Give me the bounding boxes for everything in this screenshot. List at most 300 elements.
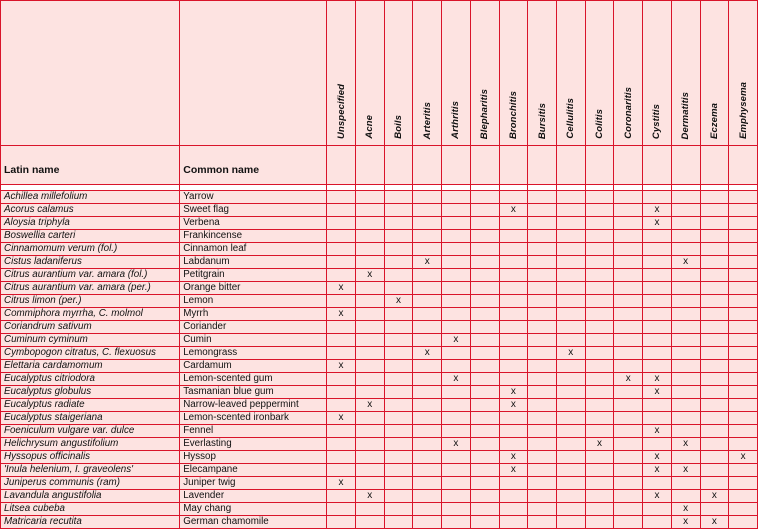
condition-label-cell (528, 146, 557, 185)
condition-mark-cell (671, 425, 700, 438)
table-row (1, 321, 758, 334)
condition-mark-cell (327, 243, 356, 256)
common-name-cell: Frankincense (180, 230, 327, 243)
condition-mark-cell (470, 295, 499, 308)
condition-mark-cell: x (643, 373, 672, 386)
condition-mark-cell (413, 425, 442, 438)
condition-mark-cell (528, 295, 557, 308)
condition-mark-cell (384, 490, 413, 503)
condition-mark-cell (643, 516, 672, 529)
condition-mark-cell (556, 386, 585, 399)
condition-label-cell (384, 146, 413, 185)
condition-mark-cell (499, 347, 528, 360)
latin-name-cell: Foeniculum vulgare var. dulce (1, 425, 180, 438)
condition-mark-cell (355, 464, 384, 477)
condition-mark-cell (442, 256, 471, 269)
condition-mark-cell (442, 282, 471, 295)
condition-mark-cell (729, 425, 758, 438)
condition-mark-cell (729, 282, 758, 295)
condition-mark-cell (384, 373, 413, 386)
condition-mark-cell (413, 386, 442, 399)
condition-mark-cell (585, 386, 614, 399)
latin-name-cell: Acorus calamus (1, 204, 180, 217)
condition-label-cell (643, 146, 672, 185)
condition-mark-cell (413, 360, 442, 373)
condition-mark-cell (528, 243, 557, 256)
condition-mark-cell: x (729, 451, 758, 464)
condition-mark-cell (700, 295, 729, 308)
condition-mark-cell (327, 464, 356, 477)
condition-header (614, 1, 643, 146)
common-name-cell: Tasmanian blue gum (180, 386, 327, 399)
condition-mark-cell (499, 282, 528, 295)
condition-mark-cell (470, 191, 499, 204)
latin-name-cell: Cinnamomum verum (fol.) (1, 243, 180, 256)
condition-mark-cell: x (643, 386, 672, 399)
condition-mark-cell (470, 347, 499, 360)
common-name-cell: May chang (180, 503, 327, 516)
table-row (1, 516, 758, 529)
condition-mark-cell (413, 477, 442, 490)
condition-mark-cell (671, 373, 700, 386)
condition-mark-cell: x (671, 464, 700, 477)
condition-mark-cell (614, 243, 643, 256)
condition-mark-cell (528, 412, 557, 425)
latin-name-cell: Citrus aurantium var. amara (per.) (1, 282, 180, 295)
condition-header (671, 1, 700, 146)
condition-mark-cell (585, 399, 614, 412)
condition-mark-cell (499, 217, 528, 230)
condition-header (413, 1, 442, 146)
latin-name-cell: Cuminum cyminum (1, 334, 180, 347)
condition-mark-cell (499, 425, 528, 438)
condition-mark-cell: x (499, 451, 528, 464)
table-row (1, 308, 758, 321)
condition-mark-cell: x (327, 360, 356, 373)
condition-mark-cell (528, 308, 557, 321)
condition-label: Bronchitis (507, 91, 519, 139)
condition-mark-cell: x (643, 451, 672, 464)
table-row (1, 191, 758, 204)
condition-mark-cell (614, 256, 643, 269)
condition-mark-cell (470, 269, 499, 282)
condition-mark-cell (470, 503, 499, 516)
condition-mark-cell (671, 321, 700, 334)
condition-label: Colitis (594, 109, 606, 139)
condition-mark-cell (442, 360, 471, 373)
condition-label: Emphysema (737, 82, 749, 139)
condition-mark-cell (528, 477, 557, 490)
condition-mark-cell (585, 347, 614, 360)
condition-mark-cell (442, 503, 471, 516)
condition-mark-cell (614, 477, 643, 490)
condition-label-cell (327, 146, 356, 185)
table-row (1, 230, 758, 243)
condition-label: Blepharitis (479, 88, 491, 139)
common-name-cell: Lemon-scented gum (180, 373, 327, 386)
condition-mark-cell (355, 308, 384, 321)
condition-mark-cell: x (671, 438, 700, 451)
table-body (1, 191, 758, 529)
condition-header (556, 1, 585, 146)
condition-mark-cell (327, 256, 356, 269)
condition-label: Bursitis (536, 102, 548, 139)
condition-mark-cell (729, 295, 758, 308)
condition-mark-cell (355, 204, 384, 217)
condition-mark-cell (384, 464, 413, 477)
condition-mark-cell (499, 230, 528, 243)
condition-mark-cell: x (671, 516, 700, 529)
condition-mark-cell (470, 321, 499, 334)
condition-mark-cell (556, 321, 585, 334)
condition-label-cell (442, 146, 471, 185)
common-name-cell: Sweet flag (180, 204, 327, 217)
condition-mark-cell (499, 308, 528, 321)
table-row (1, 412, 758, 425)
table-row (1, 256, 758, 269)
condition-mark-cell (700, 256, 729, 269)
condition-mark-cell (442, 269, 471, 282)
condition-mark-cell (585, 282, 614, 295)
common-name-cell: Elecampane (180, 464, 327, 477)
condition-mark-cell (413, 230, 442, 243)
condition-mark-cell (643, 360, 672, 373)
condition-mark-cell (413, 217, 442, 230)
common-name-cell: Lemon-scented ironbark (180, 412, 327, 425)
condition-mark-cell (528, 204, 557, 217)
condition-mark-cell (729, 503, 758, 516)
condition-mark-cell (729, 321, 758, 334)
condition-mark-cell (700, 412, 729, 425)
condition-label-cell (556, 146, 585, 185)
condition-mark-cell (556, 217, 585, 230)
condition-mark-cell (556, 191, 585, 204)
condition-header (643, 1, 672, 146)
condition-mark-cell: x (327, 282, 356, 295)
condition-mark-cell (700, 360, 729, 373)
condition-mark-cell (499, 438, 528, 451)
condition-mark-cell (700, 269, 729, 282)
condition-label: Arteritis (421, 101, 433, 139)
condition-mark-cell: x (442, 373, 471, 386)
condition-label-cell (470, 146, 499, 185)
condition-mark-cell (614, 438, 643, 451)
condition-mark-cell (671, 269, 700, 282)
condition-mark-cell (384, 256, 413, 269)
condition-mark-cell (729, 256, 758, 269)
condition-mark-cell (585, 204, 614, 217)
condition-mark-cell: x (700, 490, 729, 503)
condition-mark-cell (556, 477, 585, 490)
condition-mark-cell (470, 217, 499, 230)
condition-mark-cell: x (585, 438, 614, 451)
table-row (1, 425, 758, 438)
condition-mark-cell (413, 282, 442, 295)
common-name-cell: Orange bitter (180, 282, 327, 295)
column-label-row (1, 146, 758, 185)
condition-mark-cell: x (327, 308, 356, 321)
condition-mark-cell (528, 191, 557, 204)
condition-mark-cell (413, 243, 442, 256)
condition-mark-cell (384, 243, 413, 256)
condition-mark-cell (556, 230, 585, 243)
common-name-cell: Fennel (180, 425, 327, 438)
latin-name-cell: Eucalyptus staigeriana (1, 412, 180, 425)
condition-label: Cellulitis (565, 98, 577, 139)
condition-mark-cell (499, 295, 528, 308)
condition-mark-cell: x (355, 490, 384, 503)
condition-mark-cell (614, 334, 643, 347)
table-row (1, 438, 758, 451)
condition-mark-cell: x (413, 347, 442, 360)
condition-mark-cell: x (384, 295, 413, 308)
condition-mark-cell (585, 516, 614, 529)
condition-mark-cell (413, 204, 442, 217)
condition-mark-cell (384, 308, 413, 321)
condition-mark-cell (614, 230, 643, 243)
condition-mark-cell (643, 334, 672, 347)
condition-mark-cell (355, 230, 384, 243)
condition-mark-cell (671, 295, 700, 308)
condition-mark-cell (384, 425, 413, 438)
condition-mark-cell (384, 334, 413, 347)
condition-mark-cell (700, 191, 729, 204)
condition-mark-cell (470, 256, 499, 269)
condition-mark-cell (556, 399, 585, 412)
table-row (1, 360, 758, 373)
condition-mark-cell (327, 438, 356, 451)
condition-mark-cell (355, 373, 384, 386)
condition-mark-cell (470, 282, 499, 295)
condition-mark-cell (700, 204, 729, 217)
condition-mark-cell (384, 269, 413, 282)
condition-mark-cell (499, 321, 528, 334)
condition-mark-cell (729, 516, 758, 529)
common-name-cell: Yarrow (180, 191, 327, 204)
condition-mark-cell: x (643, 204, 672, 217)
condition-mark-cell: x (556, 347, 585, 360)
condition-mark-cell (556, 269, 585, 282)
condition-mark-cell (355, 256, 384, 269)
table-row (1, 464, 758, 477)
condition-mark-cell (700, 347, 729, 360)
condition-mark-cell (614, 347, 643, 360)
condition-mark-cell (643, 295, 672, 308)
latin-name-cell: Citrus limon (per.) (1, 295, 180, 308)
condition-mark-cell (671, 230, 700, 243)
condition-label: Coronaritis (622, 87, 634, 139)
latin-name-cell: Eucalyptus radiate (1, 399, 180, 412)
condition-mark-cell (528, 282, 557, 295)
latin-name-cell: Helichrysum angustifolium (1, 438, 180, 451)
table-row (1, 295, 758, 308)
latin-name-cell: Boswellia carteri (1, 230, 180, 243)
condition-header (470, 1, 499, 146)
condition-mark-cell (442, 425, 471, 438)
condition-mark-cell: x (499, 399, 528, 412)
common-name-cell: Hyssop (180, 451, 327, 464)
common-name-cell: Lavender (180, 490, 327, 503)
condition-mark-cell (585, 321, 614, 334)
condition-mark-cell (643, 438, 672, 451)
latin-name-cell: Juniperus communis (ram) (1, 477, 180, 490)
condition-mark-cell (729, 360, 758, 373)
condition-mark-cell (729, 373, 758, 386)
condition-mark-cell (614, 360, 643, 373)
condition-mark-cell (614, 191, 643, 204)
condition-mark-cell (327, 334, 356, 347)
condition-mark-cell (729, 386, 758, 399)
condition-mark-cell (585, 243, 614, 256)
common-name-header: Common name (180, 146, 327, 185)
common-header-blank (180, 1, 327, 146)
latin-name-cell: Litsea cubeba (1, 503, 180, 516)
condition-mark-cell (327, 386, 356, 399)
condition-mark-cell (729, 217, 758, 230)
condition-mark-cell (614, 217, 643, 230)
condition-mark-cell (470, 438, 499, 451)
condition-mark-cell (643, 321, 672, 334)
condition-mark-cell (700, 230, 729, 243)
condition-mark-cell (499, 503, 528, 516)
condition-mark-cell (355, 347, 384, 360)
condition-mark-cell (671, 347, 700, 360)
condition-mark-cell: x (643, 490, 672, 503)
condition-mark-cell (729, 308, 758, 321)
latin-name-cell: Hyssopus officinalis (1, 451, 180, 464)
latin-name-cell: Cymbopogon citratus, C. flexuosus (1, 347, 180, 360)
condition-mark-cell: x (499, 464, 528, 477)
condition-mark-cell (384, 477, 413, 490)
condition-mark-cell (585, 256, 614, 269)
common-name-cell: Cardamum (180, 360, 327, 373)
condition-mark-cell (384, 360, 413, 373)
condition-mark-cell (614, 516, 643, 529)
table-row (1, 477, 758, 490)
condition-mark-cell (614, 490, 643, 503)
table-row (1, 373, 758, 386)
condition-mark-cell (643, 412, 672, 425)
common-name-cell: Petitgrain (180, 269, 327, 282)
condition-mark-cell (556, 360, 585, 373)
condition-mark-cell (528, 334, 557, 347)
condition-mark-cell (470, 360, 499, 373)
condition-mark-cell (700, 451, 729, 464)
condition-mark-cell (413, 334, 442, 347)
condition-mark-cell (614, 464, 643, 477)
condition-mark-cell (585, 451, 614, 464)
latin-name-cell: Eucalyptus globulus (1, 386, 180, 399)
latin-name-cell: Citrus aurantium var. amara (fol.) (1, 269, 180, 282)
condition-mark-cell (499, 490, 528, 503)
condition-mark-cell (413, 399, 442, 412)
condition-mark-cell (528, 373, 557, 386)
condition-mark-cell (643, 347, 672, 360)
table-row (1, 386, 758, 399)
condition-mark-cell (528, 256, 557, 269)
condition-mark-cell (585, 230, 614, 243)
condition-mark-cell (671, 386, 700, 399)
condition-mark-cell (499, 477, 528, 490)
condition-mark-cell: x (671, 256, 700, 269)
common-name-cell: Lemongrass (180, 347, 327, 360)
condition-mark-cell (442, 464, 471, 477)
condition-mark-cell (470, 243, 499, 256)
condition-mark-cell: x (643, 425, 672, 438)
condition-mark-cell (729, 477, 758, 490)
common-name-cell: Juniper twig (180, 477, 327, 490)
condition-mark-cell (528, 321, 557, 334)
condition-mark-cell (499, 373, 528, 386)
condition-label: Boils (392, 115, 404, 139)
condition-mark-cell (499, 516, 528, 529)
condition-mark-cell (442, 230, 471, 243)
condition-mark-cell (528, 269, 557, 282)
condition-mark-cell (614, 503, 643, 516)
condition-mark-cell (327, 451, 356, 464)
condition-mark-cell (729, 438, 758, 451)
condition-mark-cell (413, 373, 442, 386)
latin-name-cell: Commiphora myrrha, C. molmol (1, 308, 180, 321)
condition-mark-cell (327, 217, 356, 230)
condition-mark-cell (528, 399, 557, 412)
condition-mark-cell (671, 360, 700, 373)
condition-mark-cell (585, 490, 614, 503)
condition-mark-cell (614, 321, 643, 334)
condition-label-cell (671, 146, 700, 185)
latin-header-blank (1, 1, 180, 146)
condition-mark-cell (556, 438, 585, 451)
condition-mark-cell (700, 386, 729, 399)
condition-mark-cell (413, 321, 442, 334)
condition-header (528, 1, 557, 146)
condition-mark-cell (327, 425, 356, 438)
table-row (1, 399, 758, 412)
condition-mark-cell (327, 347, 356, 360)
table-row (1, 490, 758, 503)
condition-mark-cell (384, 347, 413, 360)
common-name-cell: Myrrh (180, 308, 327, 321)
condition-label-cell (729, 146, 758, 185)
condition-mark-cell (470, 204, 499, 217)
condition-mark-cell (585, 425, 614, 438)
condition-mark-cell (327, 490, 356, 503)
condition-mark-cell (700, 425, 729, 438)
table-row (1, 334, 758, 347)
condition-mark-cell (643, 243, 672, 256)
condition-mark-cell (614, 451, 643, 464)
condition-mark-cell (729, 399, 758, 412)
condition-header (442, 1, 471, 146)
condition-mark-cell (671, 490, 700, 503)
condition-mark-cell: x (614, 373, 643, 386)
condition-mark-cell (700, 243, 729, 256)
condition-mark-cell (700, 399, 729, 412)
condition-mark-cell (614, 282, 643, 295)
condition-mark-cell (327, 373, 356, 386)
condition-mark-cell (327, 516, 356, 529)
condition-mark-cell (413, 503, 442, 516)
condition-mark-cell (700, 282, 729, 295)
condition-label-cell (355, 146, 384, 185)
condition-mark-cell (643, 191, 672, 204)
condition-mark-cell: x (442, 334, 471, 347)
condition-mark-cell (643, 230, 672, 243)
condition-mark-cell (585, 308, 614, 321)
condition-mark-cell: x (700, 516, 729, 529)
condition-mark-cell (499, 360, 528, 373)
condition-mark-cell (556, 308, 585, 321)
